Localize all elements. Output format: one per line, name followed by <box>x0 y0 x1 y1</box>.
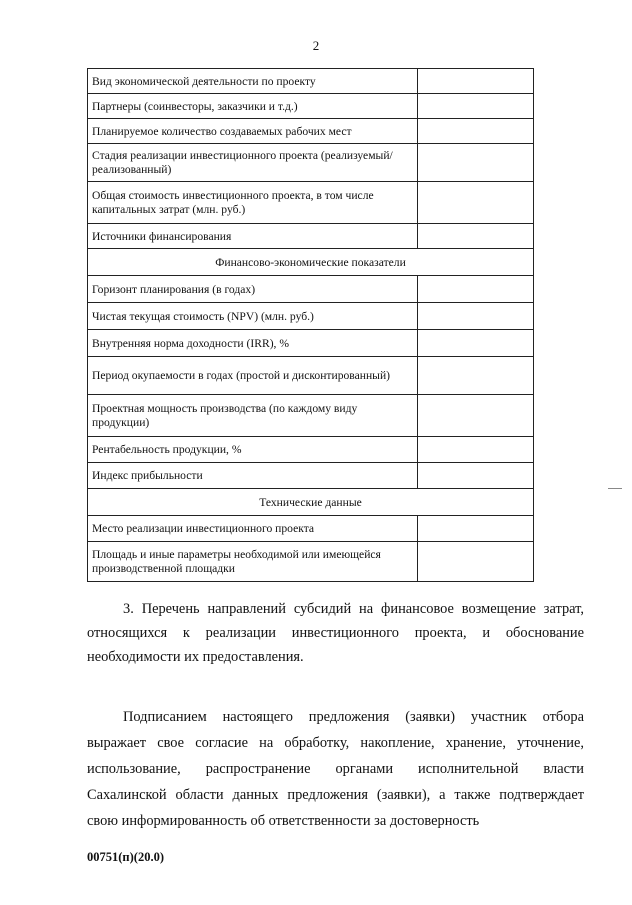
field-value-cell[interactable] <box>418 303 534 330</box>
field-label: Индекс прибыльности <box>88 463 418 489</box>
field-value-cell[interactable] <box>418 463 534 489</box>
signature-paragraph-line: Подписанием настоящего предложения (заявки) участник отбора <box>123 709 584 725</box>
field-value-cell[interactable] <box>418 224 534 249</box>
field-label: Горизонт планирования (в годах) <box>88 276 418 303</box>
field-label: Внутренняя норма доходности (IRR), % <box>88 330 418 357</box>
signature-paragraph-line: свою информированность об ответственности за достоверность <box>87 813 480 829</box>
subsidy-paragraph-line: относящихся к реализации инвестиционного проекта, и обоснование <box>87 625 584 641</box>
field-value-cell[interactable] <box>418 516 534 542</box>
table-row <box>88 357 534 395</box>
field-value-cell[interactable] <box>418 357 534 395</box>
field-value-cell[interactable] <box>418 542 534 582</box>
table-row <box>88 94 534 119</box>
field-value-cell[interactable] <box>418 182 534 224</box>
document-code: 00751(п)(20.0) <box>87 850 164 864</box>
field-label: Источники финансирования <box>88 224 418 249</box>
project-info-table-body <box>88 69 534 582</box>
table-row <box>88 182 534 224</box>
field-value-cell[interactable] <box>418 276 534 303</box>
table-section-row <box>88 249 534 276</box>
table-row <box>88 542 534 582</box>
section-heading: Финансово-экономические показатели <box>88 249 534 276</box>
page-number: 2 <box>312 38 320 53</box>
table-row <box>88 516 534 542</box>
field-value-cell[interactable] <box>418 119 534 144</box>
paragraph-subsidy-directions <box>87 597 584 669</box>
table-row <box>88 224 534 249</box>
table-row <box>88 303 534 330</box>
table-row <box>88 463 534 489</box>
field-label: Место реализации инвестиционного проекта <box>88 516 418 542</box>
margin-mark <box>608 488 622 489</box>
field-value-cell[interactable] <box>418 395 534 437</box>
table-row <box>88 119 534 144</box>
section-heading: Технические данные <box>88 489 534 516</box>
field-label: Вид экономической деятельности по проекту <box>88 69 418 94</box>
signature-paragraph-line: использование, распространение органами исполнительной власти <box>87 761 584 777</box>
table-row <box>88 395 534 437</box>
subsidy-paragraph-line: 3. Перечень направлений субсидий на финансовое возмещение затрат, <box>123 601 584 617</box>
field-value-cell[interactable] <box>418 94 534 119</box>
field-label: Чистая текущая стоимость (NPV) (млн. руб.) <box>88 303 418 330</box>
field-label: Проектная мощность производства (по каждому виду продукции) <box>88 395 418 437</box>
field-value-cell[interactable] <box>418 144 534 182</box>
field-label: Период окупаемости в годах (простой и дисконтированный) <box>88 357 418 395</box>
table-row <box>88 276 534 303</box>
signature-paragraph-line: выражает свое согласие на обработку, накопление, хранение, уточнение, <box>87 735 584 751</box>
field-label: Стадия реализации инвестиционного проекта (реализуемый/реализованный) <box>88 144 418 182</box>
table-section-row <box>88 489 534 516</box>
table-row <box>88 144 534 182</box>
project-info-table <box>87 68 534 582</box>
table-row <box>88 69 534 94</box>
field-label: Рентабельность продукции, % <box>88 437 418 463</box>
paragraph-signature-consent <box>87 704 584 834</box>
field-value-cell[interactable] <box>418 330 534 357</box>
field-label: Партнеры (соинвесторы, заказчики и т.д.) <box>88 94 418 119</box>
field-value-cell[interactable] <box>418 437 534 463</box>
field-value-cell[interactable] <box>418 69 534 94</box>
table-row <box>88 330 534 357</box>
field-label: Общая стоимость инвестиционного проекта, в том числе капитальных затрат (млн. руб.) <box>88 182 418 224</box>
signature-paragraph-line: Сахалинской области данных предложения (заявки), а также подтверждает <box>87 787 584 803</box>
table-row <box>88 437 534 463</box>
subsidy-paragraph-line: необходимости их предоставления. <box>87 649 304 665</box>
field-label: Площадь и иные параметры необходимой или имеющейся производственной площадки <box>88 542 418 582</box>
field-label: Планируемое количество создаваемых рабочих мест <box>88 119 418 144</box>
